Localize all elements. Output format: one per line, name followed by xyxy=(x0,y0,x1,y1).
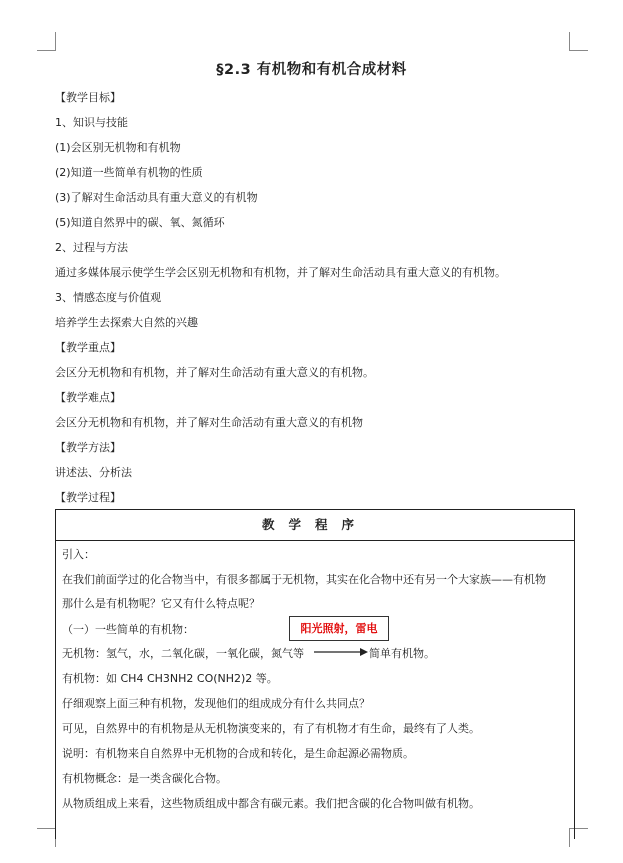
table-line: 说明：有机物来自自然界中无机物的合成和转化，是生命起源必需物质。 xyxy=(62,747,414,760)
teaching-procedure-table xyxy=(55,509,575,839)
section-heading-process: 【教学过程】 xyxy=(55,491,121,504)
subheading-process: 2、过程与方法 xyxy=(55,241,128,254)
section-heading-focus: 【教学重点】 xyxy=(55,341,121,354)
table-line-inorganic xyxy=(62,647,435,661)
paragraph: 讲述法、分析法 xyxy=(55,466,132,479)
table-header: 教学程序 xyxy=(56,510,574,541)
subheading-attitude: 3、情感态度与价值观 xyxy=(55,291,161,304)
table-line: 有机物概念：是一类含碳化合物。 xyxy=(62,772,227,785)
section-heading-goals: 【教学目标】 xyxy=(55,91,121,104)
arrow-target-text: 简单有机物。 xyxy=(369,647,435,660)
callout-box: 阳光照射，雷电 xyxy=(289,616,389,641)
crop-mark-top-right xyxy=(569,32,588,51)
goal-item: (2)知道一些简单有机物的性质 xyxy=(55,166,203,179)
table-line: 可见，自然界中的有机物是从无机物演变来的，有了有机物才有生命，最终有了人类。 xyxy=(62,722,480,735)
section-heading-method: 【教学方法】 xyxy=(55,441,121,454)
inorganic-list: 无机物：氢气，水，二氧化碳，一氧化碳，氮气等 xyxy=(62,647,304,660)
goal-item: (3)了解对生命活动具有重大意义的有机物 xyxy=(55,191,258,204)
table-line: 仔细观察上面三种有机物，发现他们的组成成分有什么共同点？ xyxy=(62,697,370,710)
table-line: 那什么是有机物呢？它又有什么特点呢？ xyxy=(62,597,260,610)
paragraph: 会区分无机物和有机物，并了解对生命活动有重大意义的有机物 xyxy=(55,416,363,429)
table-line: 有机物：如 CH4 CH3NH2 CO(NH2)2 等。 xyxy=(62,672,278,685)
table-line: （一）一些简单的有机物： xyxy=(62,623,194,636)
arrow-right-icon xyxy=(314,647,368,657)
section-heading-difficulty: 【教学难点】 xyxy=(55,391,121,404)
crop-mark-bottom-left xyxy=(37,828,56,847)
goal-item: (1)会区别无机物和有机物 xyxy=(55,141,181,154)
paragraph: 培养学生去探索大自然的兴趣 xyxy=(55,316,198,329)
table-line: 在我们前面学过的化合物当中，有很多都属于无机物，其实在化合物中还有另一个大家族——有机物 xyxy=(62,573,546,586)
paragraph: 通过多媒体展示使学生学会区别无机物和有机物，并了解对生命活动具有重大意义的有机物。 xyxy=(55,266,506,279)
table-line: 从物质组成上来看，这些物质组成中都含有碳元素。我们把含碳的化合物叫做有机物。 xyxy=(62,797,480,810)
goal-item: (5)知道自然界中的碳、氧、氮循环 xyxy=(55,216,225,229)
subheading-knowledge: 1、知识与技能 xyxy=(55,116,128,129)
page-title: §2.3 有机物和有机合成材料 xyxy=(216,62,407,78)
crop-mark-top-left xyxy=(37,32,56,51)
table-line: 引入： xyxy=(62,548,95,561)
paragraph: 会区分无机物和有机物，并了解对生命活动有重大意义的有机物。 xyxy=(55,366,374,379)
